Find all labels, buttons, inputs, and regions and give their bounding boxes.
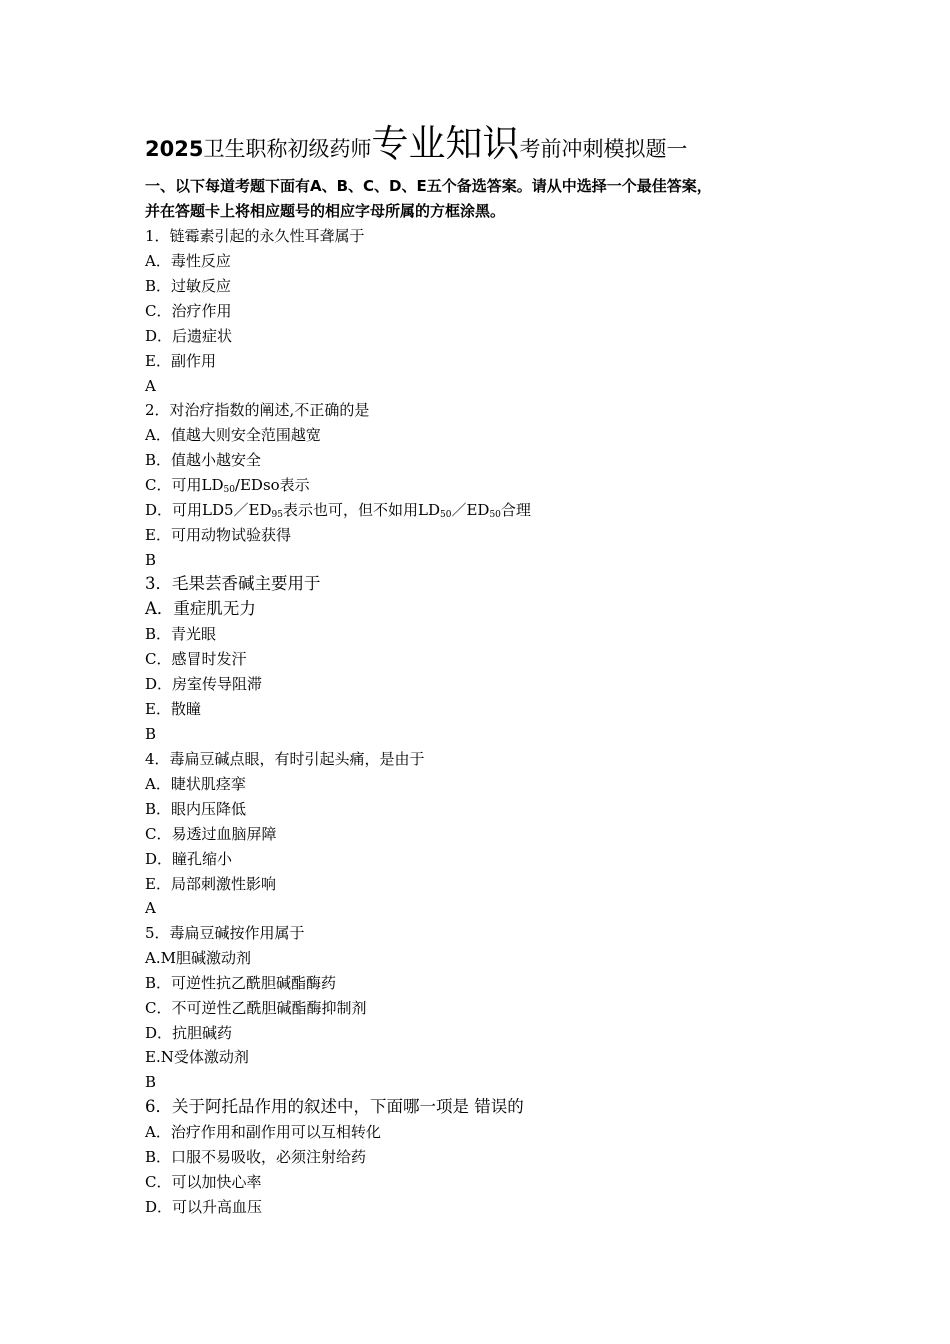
option: D．房室传导阻滞 bbox=[145, 675, 263, 693]
option-text: D．可用LD5／ED bbox=[145, 501, 272, 519]
instruction-line-2: 并在答题卡上将相应题号的相应字母所属的方框涂黑。 bbox=[145, 202, 506, 220]
option: B．值越小越安全 bbox=[145, 451, 262, 469]
option: E.N受体激动剂 bbox=[145, 1048, 249, 1066]
question-stem: 4．毒扁豆碱点眼，有时引起头痛，是由于 bbox=[145, 750, 425, 768]
option: E．副作用 bbox=[145, 352, 216, 370]
question-stem: 1．链霉素引起的永久性耳聋属于 bbox=[145, 227, 365, 245]
option: A．治疗作用和副作用可以互相转化 bbox=[145, 1123, 381, 1141]
title-part3: 考前冲刺模拟题一 bbox=[519, 137, 688, 161]
option: C．治疗作用 bbox=[145, 302, 232, 320]
option: C．不可逆性乙酰胆碱酯酶抑制剂 bbox=[145, 999, 367, 1017]
question-stem: 6．关于阿托品作用的叙述中，下面哪一项是 错误的 bbox=[145, 1097, 524, 1116]
answer: A bbox=[145, 899, 156, 917]
instruction-line-1: 一、以下每道考题下面有A、B、C、D、E五个备选答案。请从中选择一个最佳答案， bbox=[145, 177, 712, 195]
option: C．感冒时发汗 bbox=[145, 650, 247, 668]
option: B．口服不易吸收，必须注射给药 bbox=[145, 1148, 367, 1166]
option: A．值越大则安全范围越宽 bbox=[145, 426, 321, 444]
option-text: 表示也可，但不如用LD bbox=[283, 501, 440, 519]
title-part1: 卫生职称初级药师 bbox=[203, 137, 372, 161]
subscript: 50 bbox=[440, 510, 452, 520]
answer: B bbox=[145, 725, 157, 743]
option-text: C．可用LD bbox=[145, 476, 224, 494]
option bbox=[145, 500, 531, 525]
option: D．后遗症状 bbox=[145, 327, 233, 345]
title-year: 2025 bbox=[145, 137, 204, 161]
option: E．局部刺激性影响 bbox=[145, 875, 276, 893]
question-stem: 2．对治疗指数的阐述,不正确的是 bbox=[145, 401, 370, 419]
option-text: 合理 bbox=[500, 501, 531, 519]
subscript: 50 bbox=[489, 510, 501, 520]
document-title bbox=[145, 122, 688, 165]
option: C．可以加快心率 bbox=[145, 1173, 262, 1191]
option: B．青光眼 bbox=[145, 625, 217, 643]
option: D．瞳孔缩小 bbox=[145, 850, 233, 868]
option: B．眼内压降低 bbox=[145, 800, 247, 818]
option: A.M胆碱激动剂 bbox=[145, 949, 251, 967]
question-stem: 3．毛果芸香碱主要用于 bbox=[145, 574, 321, 593]
title-part2: 专业知识 bbox=[371, 122, 520, 165]
option bbox=[145, 475, 310, 500]
answer: B bbox=[145, 551, 157, 569]
option: A．毒性反应 bbox=[145, 252, 231, 270]
option: B．过敏反应 bbox=[145, 277, 232, 295]
answer: A bbox=[145, 377, 156, 395]
option: E．散瞳 bbox=[145, 700, 201, 718]
option: C．易透过血脑屏障 bbox=[145, 825, 277, 843]
option: A．睫状肌痉挛 bbox=[145, 775, 246, 793]
option: D．可以升高血压 bbox=[145, 1198, 263, 1216]
answer: B bbox=[145, 1073, 157, 1091]
option-text: /EDso表示 bbox=[234, 476, 310, 494]
option: B．可逆性抗乙酰胆碱酯酶药 bbox=[145, 974, 337, 992]
option: D．抗胆碱药 bbox=[145, 1024, 233, 1042]
option-text: ／ED bbox=[451, 501, 490, 519]
option: E．可用动物试验获得 bbox=[145, 526, 291, 544]
option: A．重症肌无力 bbox=[145, 599, 256, 618]
question-stem: 5．毒扁豆碱按作用属于 bbox=[145, 924, 305, 942]
subscript: 95 bbox=[271, 510, 283, 520]
subscript: 50 bbox=[223, 485, 235, 495]
